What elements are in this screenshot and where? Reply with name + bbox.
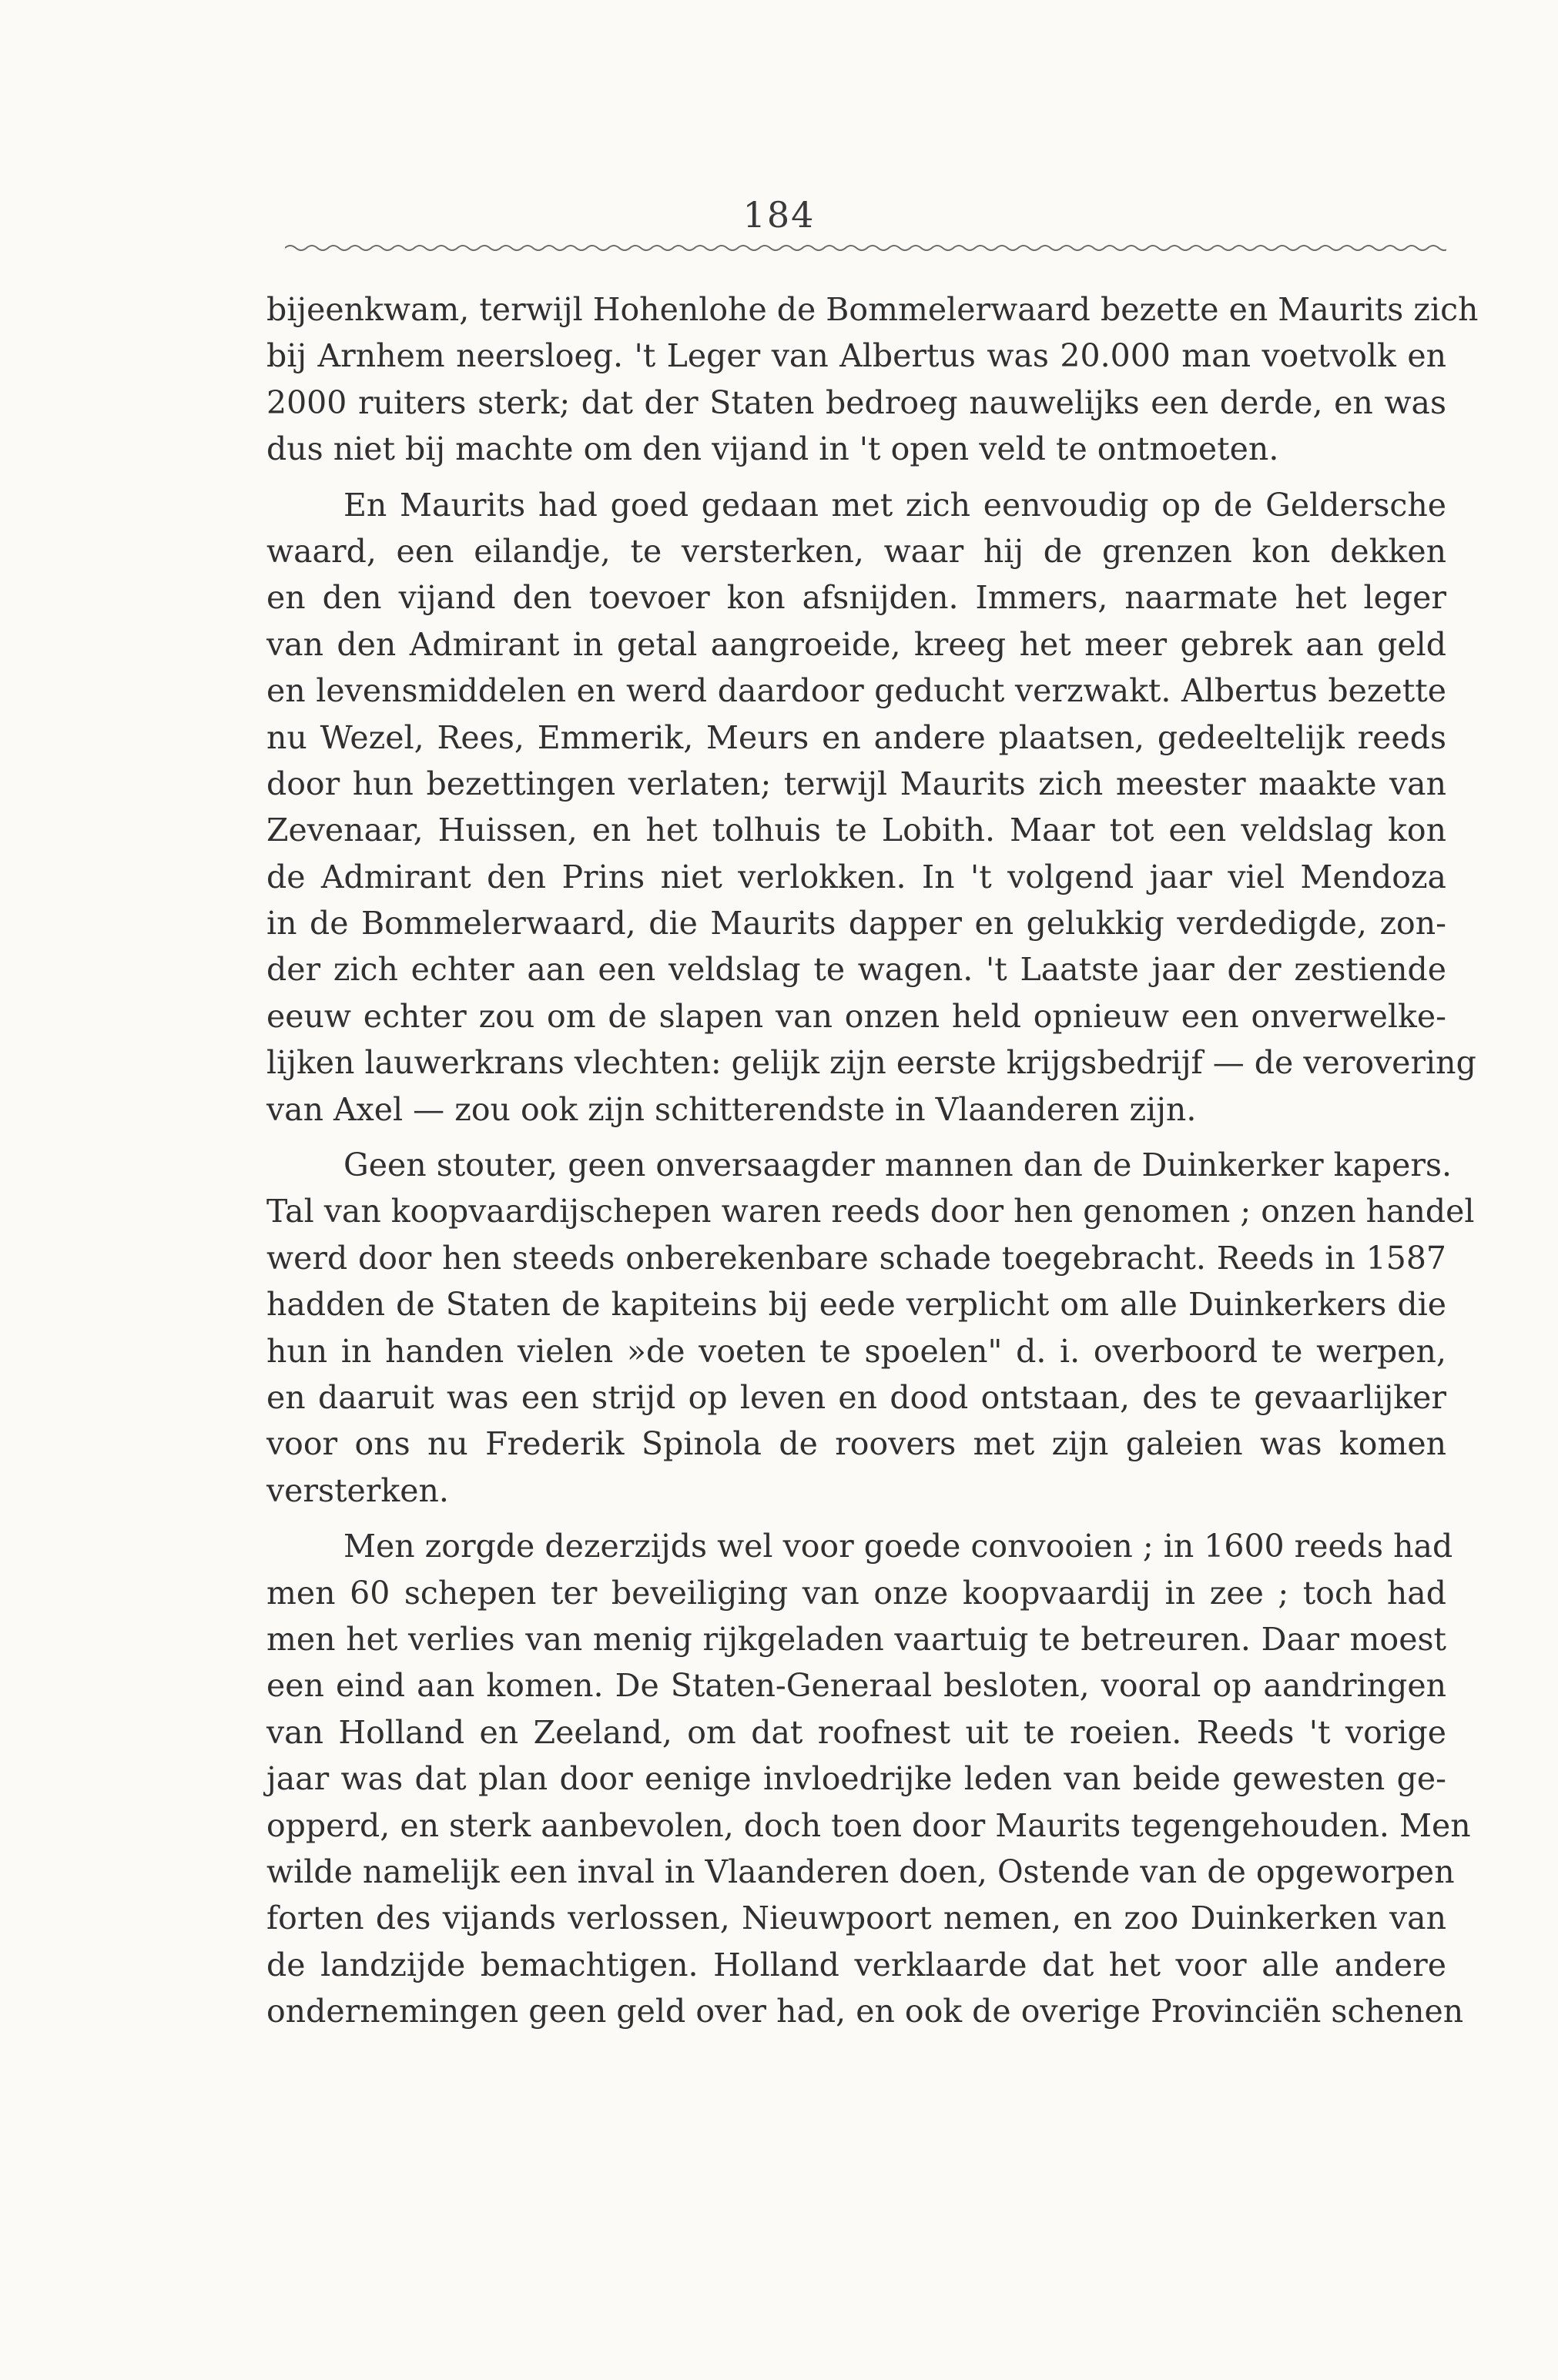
text-line: waard, een eilandje, te versterken, waar hij de grenzen kon dekken: [266, 532, 1446, 570]
text-line: versterken.: [266, 1471, 449, 1509]
paragraph: [266, 1142, 1475, 1514]
text-line: der zich echter aan een veldslag te wagen. 't Laatste jaar der zestiende: [266, 951, 1446, 989]
text-line: nu Wezel, Rees, Emmerik, Meurs en andere plaatsen, gedeeltelijk reeds: [266, 718, 1446, 756]
text-line: wilde namelijk een inval in Vlaanderen doen, Ostende van de opgeworpen: [266, 1853, 1455, 1890]
text-line: de Admirant den Prins niet verlokken. In 't volgend jaar viel Mendoza: [266, 858, 1446, 895]
paragraph: [266, 482, 1476, 1133]
text-line: de landzijde bemachtigen. Holland verklaarde dat het voor alle andere: [266, 1946, 1446, 1983]
text-line: bijeenkwam, terwijl Hohenlohe de Bommelerwaard bezette en Maurits zich: [266, 291, 1479, 328]
text-line: Geen stouter, geen onversaagder mannen dan de Duinkerker kapers.: [343, 1146, 1452, 1184]
paragraph: [266, 1523, 1471, 2034]
page-number: 184: [742, 194, 816, 236]
text-line: jaar was dat plan door eenige invloedrijke leden van beide gewesten ge-: [266, 1760, 1446, 1798]
paragraph: [266, 286, 1479, 473]
text-line: men 60 schepen ter beveiliging van onze koopvaardij in zee ; toch had: [266, 1574, 1446, 1612]
text-line: en levensmiddelen en werd daardoor geducht verzwakt. Albertus bezette: [266, 672, 1446, 710]
text-line: door hun bezettingen verlaten; terwijl Maurits zich meester maakte van: [266, 765, 1446, 802]
text-line: en den vijand den toevoer kon afsnijden. Immers, naarmate het leger: [266, 579, 1446, 617]
text-line: Tal van koopvaardijschepen waren reeds door hen genomen ; onzen handel: [266, 1193, 1475, 1230]
text-line: lijken lauwerkrans vlechten: gelijk zijn eerste krijgsbedrijf — de verovering: [266, 1044, 1476, 1082]
text-line: hun in handen vielen »de voeten te spoelen" d. i. overboord te werpen,: [266, 1332, 1446, 1370]
text-line: ondernemingen geen geld over had, en ook de overige Provinciën schenen: [266, 1993, 1464, 2030]
text-line: dus niet bij machte om den vijand in 't open veld te ontmoeten.: [266, 430, 1279, 468]
text-line: hadden de Staten de kapiteins bij eede verplicht om alle Duinkerkers die: [266, 1286, 1446, 1324]
text-line: voor ons nu Frederik Spinola de roovers met zijn galeien was komen: [266, 1425, 1446, 1463]
text-line: en daaruit was een strijd op leven en dood ontstaan, des te gevaarlijker: [266, 1378, 1446, 1416]
text-line: En Maurits had goed gedaan met zich eenvoudig op de Geldersche: [343, 486, 1446, 524]
text-line: eeuw echter zou om de slapen van onzen held opnieuw een onverwelke-: [266, 997, 1446, 1035]
text-line: men het verlies van menig rijkgeladen vaartuig te betreuren. Daar moest: [266, 1620, 1446, 1658]
text-line: bij Arnhem neersloeg. 't Leger van Albertus was 20.000 man voetvolk en: [266, 337, 1446, 375]
text-line: van Holland en Zeeland, om dat roofnest uit te roeien. Reeds 't vorige: [266, 1713, 1446, 1751]
text-line: een eind aan komen. De Staten-Generaal besloten, vooral op aandringen: [266, 1667, 1446, 1705]
text-line: 2000 ruiters sterk; dat der Staten bedroeg nauwelijks een derde, en was: [266, 383, 1446, 421]
text-line: van Axel — zou ook zijn schitterendste in Vlaanderen zijn.: [266, 1090, 1197, 1128]
body-text: [266, 286, 1479, 2034]
text-line: forten des vijands verlossen, Nieuwpoort nemen, en zoo Duinkerken van: [266, 1900, 1446, 1937]
text-line: werd door hen steeds onberekenbare schade toegebracht. Reeds in 1587: [266, 1239, 1446, 1277]
text-line: Men zorgde dezerzijds wel voor goede convooien ; in 1600 reeds had: [343, 1528, 1453, 1565]
ornamental-wavy-rule: [285, 240, 1446, 256]
text-line: in de Bommelerwaard, die Maurits dapper en gelukkig verdedigde, zon-: [266, 905, 1446, 942]
text-line: van den Admirant in getal aangroeide, kreeg het meer gebrek aan geld: [266, 625, 1446, 663]
text-line: Zevenaar, Huissen, en het tolhuis te Lobith. Maar tot een veldslag kon: [266, 812, 1446, 849]
text-line: opperd, en sterk aanbevolen, doch toen door Maurits tegengehouden. Men: [266, 1806, 1471, 1844]
